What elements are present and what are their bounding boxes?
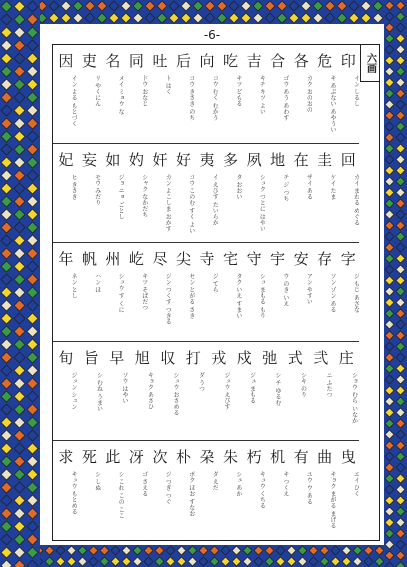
kanji-reading: シュウ おさめる [172, 372, 179, 416]
kanji-reading: ショウ むら いなか [350, 372, 358, 424]
kanji-entry [171, 144, 195, 243]
kanji-row [53, 45, 359, 144]
kanji-character: 朽 [246, 448, 262, 466]
kanji-entry [218, 45, 242, 144]
kanji-character: 弐 [313, 349, 329, 367]
kanji-entry [218, 144, 242, 243]
kanji-entry [241, 441, 265, 540]
kanji-entry [171, 243, 195, 342]
kanji-reading: シ チ ゆるむ [274, 372, 281, 406]
kanji-character: 因 [58, 52, 74, 70]
kanji-entry [265, 243, 289, 342]
kanji-entry [124, 243, 148, 342]
kanji-entry [100, 243, 124, 342]
kanji-character: 各 [293, 52, 309, 70]
kanji-entry [147, 45, 171, 144]
kanji-entry [308, 342, 334, 441]
kanji-character: 戍 [236, 349, 252, 367]
kanji-reading: イ えびす たいらか [211, 174, 219, 226]
kanji-reading: シュク つとに はやい [258, 174, 266, 232]
kanji-character: 早 [109, 349, 125, 367]
kanji-reading: アン やすい [305, 273, 313, 305]
kanji-character: 州 [105, 250, 121, 268]
kanji-reading: キツ そばだつ [140, 273, 148, 311]
kanji-row [53, 243, 359, 342]
kanji-entry [241, 144, 265, 243]
kanji-entry [241, 45, 265, 144]
kanji-character: 朱 [223, 448, 239, 466]
kanji-reading: ハン ほ [93, 273, 101, 293]
kanji-reading: ソン ゾン ある [328, 273, 336, 313]
kanji-reading: ダ うつ [197, 372, 205, 392]
kanji-character: 寺 [199, 250, 215, 268]
kanji-entry [312, 243, 336, 342]
kanji-character: 吏 [81, 52, 97, 70]
border-top [0, 0, 407, 24]
kanji-reading: シ むね うまい [95, 372, 103, 412]
kanji-character: 后 [175, 52, 191, 70]
kanji-character: 戎 [211, 349, 227, 367]
kanji-reading: ケイ たま [328, 174, 336, 200]
kanji-reading: エイ ひく [352, 471, 360, 497]
kanji-entry [335, 45, 359, 144]
kanji-character: 夙 [246, 151, 262, 169]
page-number: -6- [203, 28, 221, 42]
kanji-reading: ヒ きさき [70, 174, 78, 200]
kanji-character: 求 [58, 448, 74, 466]
kanji-character: 宅 [223, 250, 239, 268]
kanji-reading: イン よる もとづく [70, 75, 78, 127]
kanji-entry [171, 45, 195, 144]
kanji-character: 弛 [262, 349, 278, 367]
kanji-character: 旭 [134, 349, 150, 367]
kanji-reading: シ これ この ここ [117, 471, 125, 519]
kanji-reading: シュウ す くに [117, 273, 125, 313]
kanji-reading: ジ もじ あざな [352, 273, 360, 313]
kanji-reading: ジ つぎ つぐ [164, 471, 172, 505]
kanji-character: 旨 [83, 349, 99, 367]
kanji-character: 印 [340, 52, 356, 70]
kanji-reading: イン しるし [352, 75, 360, 107]
kanji-character: 夷 [199, 151, 215, 169]
kanji-table [52, 44, 380, 541]
kanji-entry [241, 243, 265, 342]
kanji-character: 合 [270, 52, 286, 70]
kanji-entry [194, 243, 218, 342]
kanji-reading: キ つくえ [281, 471, 289, 497]
kanji-entry [288, 45, 312, 144]
section-label: 六画 [360, 44, 380, 82]
kanji-reading: キュウ もとめる [70, 471, 78, 515]
kanji-reading: シャク なかだち [140, 174, 148, 218]
kanji-character: 吃 [223, 52, 239, 70]
kanji-entry [77, 45, 101, 144]
kanji-reading: タ おおい [234, 174, 242, 200]
kanji-character: 妄 [81, 151, 97, 169]
kanji-row [53, 342, 359, 441]
kanji-reading: ジュウ えびす [223, 372, 230, 410]
kanji-character: 圭 [317, 151, 333, 169]
kanji-row [53, 441, 359, 540]
kanji-entry [194, 441, 218, 540]
kanji-reading: メイ ミョウ な [117, 75, 125, 115]
kanji-reading: シ しぬ [93, 471, 101, 491]
kanji-character: 朴 [175, 448, 191, 466]
kanji-character: 存 [317, 250, 333, 268]
border-left [0, 0, 40, 567]
kanji-character: 朶 [199, 448, 215, 466]
kanji-character: 名 [105, 52, 121, 70]
kanji-character: 安 [293, 250, 309, 268]
kanji-entry [100, 441, 124, 540]
page-paper [42, 26, 382, 543]
kanji-entry [265, 144, 289, 243]
kanji-reading: キチ キツ よい [258, 75, 266, 115]
kanji-entry [206, 342, 232, 441]
kanji-reading: カイ まわる めぐる [352, 174, 360, 226]
kanji-entry [147, 243, 171, 342]
kanji-entry [124, 45, 148, 144]
kanji-character: 帆 [81, 250, 97, 268]
kanji-character: 収 [160, 349, 176, 367]
kanji-reading: カン よこしま おかす [164, 174, 172, 232]
kanji-rows [53, 45, 359, 540]
kanji-entry [334, 342, 360, 441]
kanji-entry [124, 441, 148, 540]
kanji-character: 守 [246, 250, 262, 268]
kanji-reading: シキ のり [299, 372, 307, 398]
kanji-reading: ソウ はやい [121, 372, 128, 404]
kanji-character: 奸 [152, 151, 168, 169]
kanji-reading: ダ えだ [211, 471, 219, 491]
kanji-entry [232, 342, 258, 441]
kanji-reading: ジョ ニョ ごとし [117, 174, 125, 220]
kanji-entry [288, 441, 312, 540]
kanji-entry [181, 342, 207, 441]
kanji-character: 冴 [128, 448, 144, 466]
kanji-reading: キュウ くちる [258, 471, 266, 509]
kanji-character: 好 [175, 151, 191, 169]
kanji-character: 打 [185, 349, 201, 367]
kanji-character: 吉 [246, 52, 262, 70]
kanji-entry [312, 441, 336, 540]
kanji-reading: タク いえ すまい [234, 273, 242, 319]
kanji-character: 回 [340, 151, 356, 169]
kanji-reading: モウ みだり [93, 174, 101, 206]
kanji-character: 曲 [317, 448, 333, 466]
kanji-character: 地 [270, 151, 286, 169]
kanji-entry [77, 243, 101, 342]
kanji-character: 年 [58, 250, 74, 268]
kanji-entry [130, 342, 156, 441]
kanji-entry [265, 441, 289, 540]
kanji-reading: キツ どもる [234, 75, 242, 107]
kanji-reading: シュ まもる もり [258, 273, 266, 319]
kanji-character: 向 [199, 52, 215, 70]
kanji-character: 旬 [58, 349, 74, 367]
kanji-entry [77, 144, 101, 243]
kanji-reading: ドウ おなじ [140, 75, 148, 107]
kanji-entry [53, 243, 77, 342]
kanji-character: 屹 [128, 250, 144, 268]
kanji-row [53, 144, 359, 243]
kanji-entry [218, 243, 242, 342]
kanji-reading: ジュン シュン [70, 372, 77, 410]
kanji-entry [335, 144, 359, 243]
kanji-reading: コウ このむ すく よい [187, 174, 195, 234]
kanji-character: 妃 [58, 151, 74, 169]
kanji-entry [147, 144, 171, 243]
kanji-character: 此 [105, 448, 121, 466]
kanji-character: 在 [293, 151, 309, 169]
kanji-entry [53, 45, 77, 144]
border-right [384, 0, 407, 567]
border-bottom [0, 545, 407, 567]
kanji-entry [257, 342, 283, 441]
kanji-entry [312, 144, 336, 243]
kanji-entry [147, 441, 171, 540]
kanji-reading: セン とがる さき [187, 273, 195, 319]
kanji-entry [283, 342, 309, 441]
kanji-reading: ニ ふたつ [325, 372, 332, 398]
kanji-reading: キョク あさひ [146, 372, 154, 410]
kanji-entry [335, 243, 359, 342]
kanji-reading: ジン つくす つきる [164, 273, 172, 325]
kanji-reading: ユウ ウ ある [305, 471, 313, 505]
kanji-character: 字 [340, 250, 356, 268]
kanji-reading: ネン とし [70, 273, 78, 299]
kanji-character: 尖 [175, 250, 191, 268]
kanji-character: 妁 [128, 151, 144, 169]
kanji-entry [218, 441, 242, 540]
kanji-character: 有 [293, 448, 309, 466]
kanji-reading: ザイ ある [305, 174, 313, 200]
kanji-entry [100, 45, 124, 144]
kanji-entry [171, 441, 195, 540]
kanji-entry [53, 441, 77, 540]
kanji-character: 如 [105, 151, 121, 169]
kanji-character: 危 [317, 52, 333, 70]
kanji-reading: チ ジ つち [281, 174, 289, 202]
kanji-character: 式 [287, 349, 303, 367]
kanji-entry [288, 243, 312, 342]
kanji-reading: コウ むく むかう [211, 75, 219, 121]
kanji-entry [312, 45, 336, 144]
kanji-entry [104, 342, 130, 441]
kanji-character: 吐 [152, 52, 168, 70]
kanji-entry [79, 342, 105, 441]
kanji-entry [194, 144, 218, 243]
kanji-entry [124, 144, 148, 243]
kanji-entry [194, 45, 218, 144]
kanji-reading: ゴウ あう あわす [281, 75, 289, 121]
kanji-reading: ボク ほお すなお [187, 471, 195, 517]
kanji-reading: ウ のき いえ [281, 273, 289, 307]
kanji-character: 尽 [152, 250, 168, 268]
kanji-character: 机 [270, 448, 286, 466]
kanji-reading: ジュ まもる [248, 372, 256, 404]
kanji-reading: シュ あか [234, 471, 242, 497]
kanji-character: 庄 [338, 349, 354, 367]
kanji-reading: リ やくにん [93, 75, 101, 107]
kanji-character: 同 [128, 52, 144, 70]
kanji-entry [100, 144, 124, 243]
kanji-entry [265, 45, 289, 144]
kanji-reading: ジ てら [211, 273, 219, 293]
kanji-entry [335, 441, 359, 540]
kanji-reading: カク おのおの [305, 75, 313, 113]
kanji-entry [288, 144, 312, 243]
kanji-reading: コウ きさき のち [187, 75, 195, 121]
kanji-reading: ゴ さえる [140, 471, 148, 497]
kanji-entry [77, 441, 101, 540]
kanji-character: 曳 [340, 448, 356, 466]
kanji-reading: キョク まがる まげる [328, 471, 336, 529]
kanji-entry [53, 144, 77, 243]
kanji-reading: キ あぶない あやうい [328, 75, 336, 133]
kanji-character: 多 [223, 151, 239, 169]
kanji-character: 宇 [270, 250, 286, 268]
kanji-reading: ト はく [164, 75, 172, 95]
kanji-character: 死 [81, 448, 97, 466]
kanji-entry [155, 342, 181, 441]
kanji-entry [53, 342, 79, 441]
kanji-character: 次 [152, 448, 168, 466]
